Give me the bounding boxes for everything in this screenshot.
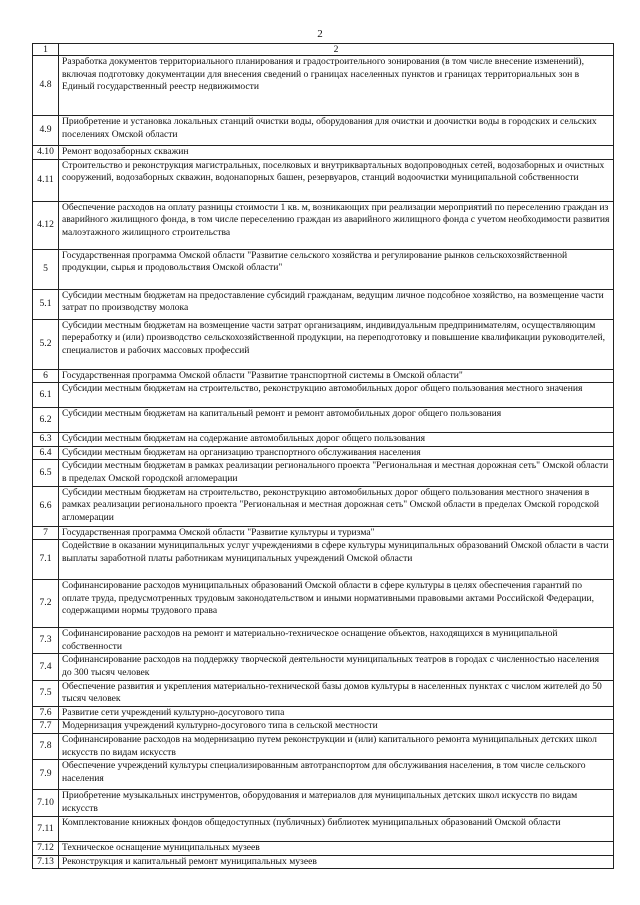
row-number: 7.6 — [33, 706, 59, 720]
row-number: 7.8 — [33, 733, 59, 759]
table-row — [33, 146, 614, 160]
row-number: 5.2 — [33, 319, 59, 369]
table-row — [33, 319, 614, 369]
table-row — [33, 760, 614, 790]
table-row — [33, 56, 614, 116]
header-col-2: 2 — [59, 44, 614, 56]
row-text: Субсидии местным бюджетам в рамках реализации регионального проекта "Региональная и местная дорожная сеть" Омской области в пределах Омской городской агломерации — [59, 460, 614, 486]
row-text: Софинансирование расходов на модернизацию путем реконструкции и (или) капитального ремонта муниципальных детских школ искусств по видам искусств — [59, 733, 614, 759]
row-text: Софинансирование расходов на ремонт и материально-техническое оснащение объектов, находящихся в муниципальной собственности — [59, 628, 614, 654]
row-number: 6.3 — [33, 433, 59, 447]
row-text: Ремонт водозаборных скважин — [59, 146, 614, 160]
row-text: Софинансирование расходов муниципальных образований Омской области в сфере культуры в целях обеспечения гарантий по оплате труда, предусмотренных трудовым законодательством и иными нормативными правовыми актами Российской Федерации, содержащими нормы трудового права — [59, 580, 614, 628]
table-row — [33, 249, 614, 289]
table-row — [33, 433, 614, 447]
table-row — [33, 159, 614, 201]
row-text: Субсидии местным бюджетам на предоставление субсидий гражданам, ведущим личное подсобное хозяйство, на возмещение части затрат по производству молока — [59, 289, 614, 319]
table-row — [33, 790, 614, 817]
row-text: Приобретение музыкальных инструментов, оборудования и материалов для муниципальных детских школ искусств по видам искусств — [59, 790, 614, 817]
row-number: 7.7 — [33, 720, 59, 734]
row-text: Реконструкция и капитальный ремонт муниципальных музеев — [59, 855, 614, 869]
row-number: 4.10 — [33, 146, 59, 160]
row-number: 7.4 — [33, 654, 59, 680]
row-number: 7.12 — [33, 842, 59, 856]
row-number: 4.11 — [33, 159, 59, 201]
table-row — [33, 383, 614, 408]
table-row — [33, 654, 614, 680]
table-row — [33, 733, 614, 759]
row-text: Государственная программа Омской области "Развитие культуры и туризма" — [59, 526, 614, 540]
row-number: 6.6 — [33, 486, 59, 526]
row-number: 7.3 — [33, 628, 59, 654]
row-text: Субсидии местным бюджетам на содержание автомобильных дорог общего пользования — [59, 433, 614, 447]
table-row — [33, 116, 614, 146]
row-number: 6.5 — [33, 460, 59, 486]
document-table — [32, 43, 614, 869]
row-number: 7.2 — [33, 580, 59, 628]
row-number: 7.1 — [33, 540, 59, 580]
table-row — [33, 408, 614, 433]
row-number: 6.4 — [33, 446, 59, 460]
row-number: 7.11 — [33, 817, 59, 842]
row-text: Субсидии местным бюджетам на организацию транспортного обслуживания населения — [59, 446, 614, 460]
row-number: 4.8 — [33, 56, 59, 116]
row-number: 6.2 — [33, 408, 59, 433]
row-text: Субсидии местным бюджетам на строительство, реконструкцию автомобильных дорог общего пользования местного значения — [59, 383, 614, 408]
table-row — [33, 486, 614, 526]
row-text: Софинансирование расходов на поддержку творческой деятельности муниципальных театров в городах с численностью населения до 300 тысяч человек — [59, 654, 614, 680]
table-row — [33, 540, 614, 580]
row-number: 7.10 — [33, 790, 59, 817]
row-text: Разработка документов территориального планирования и градостроительного зонирования (в том числе внесение изменений), включая подготовку документации для внесения сведений о границах населенных пунктов и границах территориальных зон в Единый государственный реестр недвижимости — [59, 56, 614, 116]
row-number: 6.1 — [33, 383, 59, 408]
table-row — [33, 201, 614, 249]
table-row — [33, 580, 614, 628]
row-text: Субсидии местным бюджетам на строительство, реконструкцию автомобильных дорог общего пользования местного значения в рамках реализации регионального проекта "Региональная и местная дорожная сеть" Омской области в пределах Омской городской агломерации — [59, 486, 614, 526]
row-number: 4.9 — [33, 116, 59, 146]
row-text: Обеспечение развития и укрепления материально-технической базы домов культуры в населенных пунктах с числом жителей до 50 тысяч человек — [59, 680, 614, 706]
table-row — [33, 855, 614, 869]
row-number: 4.12 — [33, 201, 59, 249]
table-row — [33, 680, 614, 706]
row-text: Содействие в оказании муниципальных услуг учреждениями в сфере культуры муниципальных образований Омской области в части выплаты заработной платы работникам муниципальных учреждений Омской области — [59, 540, 614, 580]
table-row — [33, 369, 614, 383]
row-number: 7 — [33, 526, 59, 540]
row-text: Комплектование книжных фондов общедоступных (публичных) библиотек муниципальных образований Омской области — [59, 817, 614, 842]
table-row — [33, 842, 614, 856]
table-row — [33, 720, 614, 734]
table-header-row — [33, 44, 614, 56]
row-number: 6 — [33, 369, 59, 383]
page-number: 2 — [317, 28, 323, 40]
row-text: Развитие сети учреждений культурно-досугового типа — [59, 706, 614, 720]
row-text: Субсидии местным бюджетам на капитальный ремонт и ремонт автомобильных дорог общего пользования — [59, 408, 614, 433]
table-row — [33, 289, 614, 319]
row-number: 5 — [33, 249, 59, 289]
row-number: 5.1 — [33, 289, 59, 319]
table-row — [33, 706, 614, 720]
header-col-1: 1 — [33, 44, 59, 56]
row-text: Модернизация учреждений культурно-досугового типа в сельской местности — [59, 720, 614, 734]
table-row — [33, 817, 614, 842]
row-text: Субсидии местным бюджетам на возмещение части затрат организациям, индивидуальным предпринимателям, осуществляющим переработку и (или) производство сельскохозяйственной продукции, на переподготовку и повышение квалификации руководителей, специалистов и рабочих массовых профессий — [59, 319, 614, 369]
row-text: Обеспечение учреждений культуры специализированным автотранспортом для обслуживания населения, в том числе сельского населения — [59, 760, 614, 790]
table-row — [33, 526, 614, 540]
row-text: Приобретение и установка локальных станций очистки воды, оборудования для очистки и доочистки воды в городских и сельских поселениях Омской области — [59, 116, 614, 146]
row-number: 7.9 — [33, 760, 59, 790]
row-number: 7.5 — [33, 680, 59, 706]
table-row — [33, 460, 614, 486]
table-row — [33, 628, 614, 654]
row-text: Обеспечение расходов на оплату разницы стоимости 1 кв. м, возникающих при реализации мероприятий по переселению граждан из аварийного жилищного фонда, в том числе переселению граждан из аварийного жилищного фонда с учетом необходимости развития малоэтажного жилищного строительства — [59, 201, 614, 249]
table-row — [33, 446, 614, 460]
row-text: Государственная программа Омской области "Развитие транспортной системы в Омской области" — [59, 369, 614, 383]
row-text: Строительство и реконструкция магистральных, поселковых и внутриквартальных водопроводных сетей, водозаборных и очистных сооружений, водозаборных скважин, водонапорных башен, резервуаров, станций водоочистки муниципальной собственности — [59, 159, 614, 201]
row-text: Государственная программа Омской области "Развитие сельского хозяйства и регулирование рынков сельскохозяйственной продукции, сырья и продовольствия Омской области" — [59, 249, 614, 289]
row-text: Техническое оснащение муниципальных музеев — [59, 842, 614, 856]
table-body — [33, 56, 614, 869]
row-number: 7.13 — [33, 855, 59, 869]
